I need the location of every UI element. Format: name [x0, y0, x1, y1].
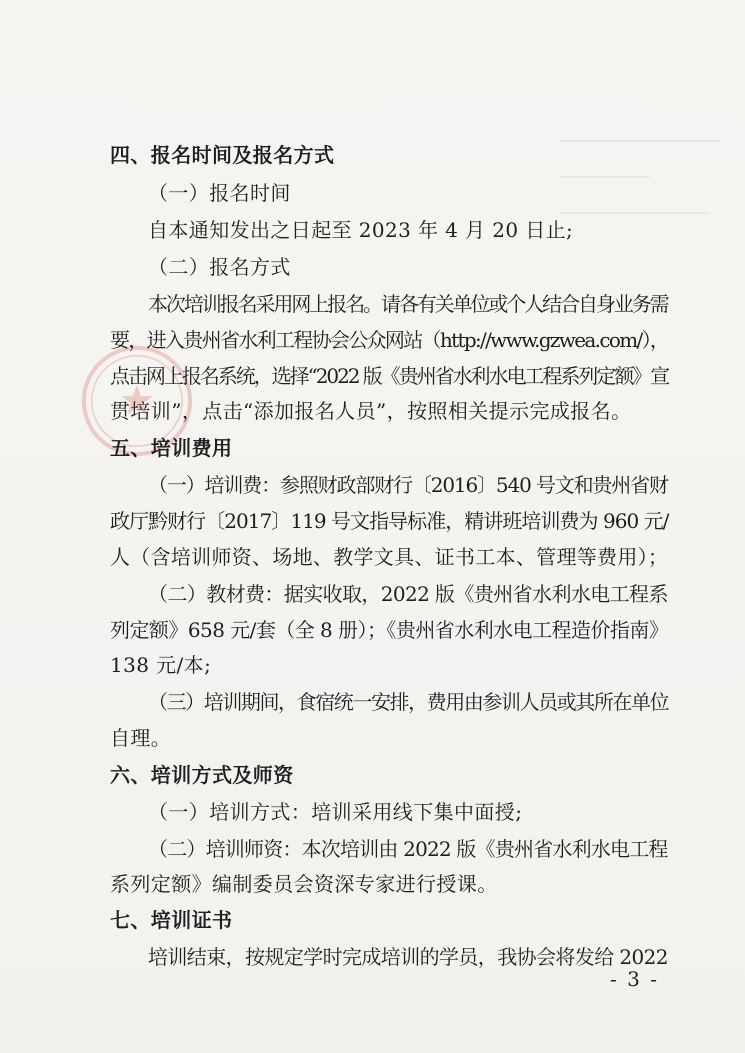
reverse-side-bleed-through	[560, 140, 730, 280]
paragraph-line: （一）培训方式：培训采用线下集中面授;	[148, 800, 523, 824]
paragraph-line: 人（含培训师资、场地、教学文具、证书工本、管理等费用）；	[110, 545, 669, 569]
paragraph-line: 列定额》658 元/套（全 8 册）；《贵州省水利水电工程造价指南》	[110, 618, 669, 642]
paragraph-line: （一）培训费：参照财政部财行〔2016〕540 号文和贵州省财	[148, 473, 668, 497]
paragraph-line: 系列定额》编制委员会资深专家进行授课。	[110, 872, 498, 896]
paragraph-line: 政厅黔财行〔2017〕119 号文指导标准，精讲班培训费为 960 元/	[110, 509, 669, 533]
paragraph-line: 138 元/本;	[110, 653, 212, 677]
paragraph-line: 培训结束，按规定学时完成培训的学员，我协会将发给 2022	[148, 945, 668, 969]
paragraph-line: （二）教材费：据实收取，2022 版《贵州省水利水电工程系	[148, 582, 668, 606]
subheading-registration-method: （二）报名方式	[148, 255, 291, 279]
section-heading-registration: 四、报名时间及报名方式	[110, 143, 335, 167]
section-heading-fees: 五、培训费用	[110, 436, 233, 460]
section-heading-certificate: 七、培训证书	[110, 908, 233, 932]
paragraph-line: （三）培训期间，食宿统一安排，费用由参训人员或其所在单位	[148, 690, 669, 714]
paragraph-line: 本次培训报名采用网上报名。请各有关单位或个人结合自身业务需	[148, 292, 668, 316]
paragraph-registration-deadline: 自本通知发出之日起至 2023 年 4 月 20 日止;	[148, 218, 574, 242]
paragraph-line: 贯培训”，点击“添加报名人员”，按照相关提示完成报名。	[110, 399, 632, 423]
subheading-registration-time: （一）报名时间	[148, 181, 291, 205]
paragraph-line: （二）培训师资：本次培训由 2022 版《贵州省水利水电工程	[148, 837, 668, 861]
section-heading-training-method: 六、培训方式及师资	[110, 763, 294, 787]
paragraph-line: 点击网上报名系统，选择“2022 版《贵州省水利水电工程系列定额》宣	[110, 364, 669, 388]
paragraph-line: 要，进入贵州省水利工程协会公众网站（http://www.gzwea.com/），	[110, 328, 669, 352]
page-number: - 3 -	[610, 967, 659, 991]
paragraph-line: 自理。	[110, 726, 172, 750]
